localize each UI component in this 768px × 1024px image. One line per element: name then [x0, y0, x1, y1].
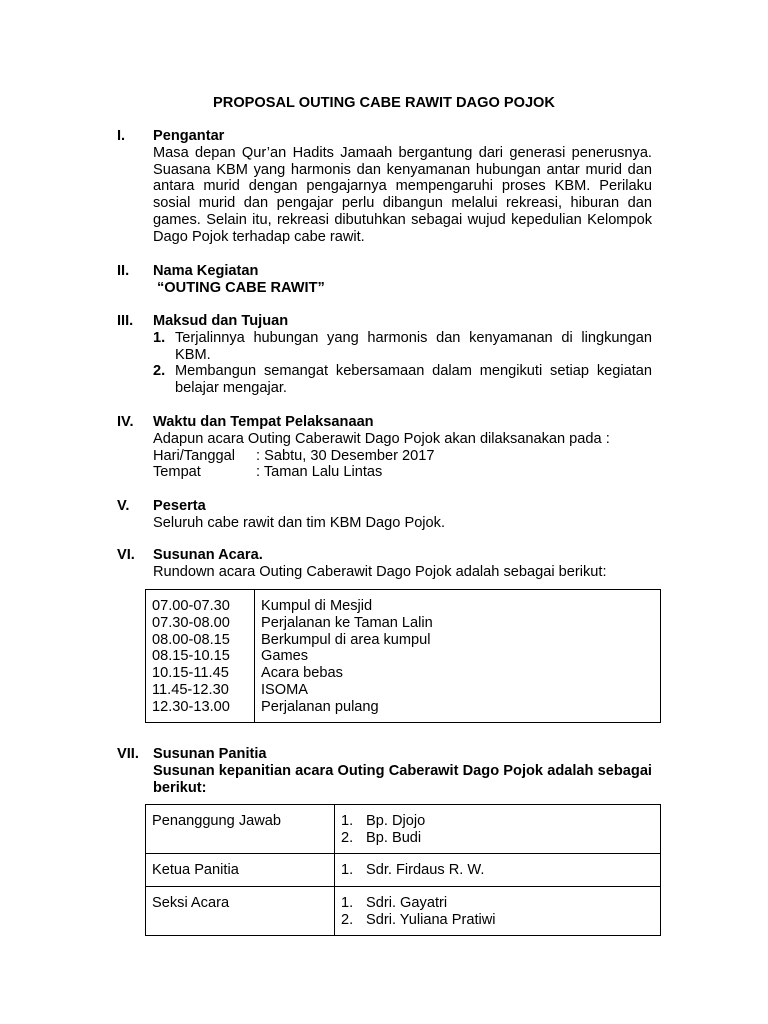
committee-table	[145, 804, 661, 936]
role-cell: Penanggung Jawab	[146, 805, 335, 854]
time-column	[146, 590, 255, 723]
list-item	[153, 330, 652, 364]
members-cell	[335, 805, 661, 854]
schedule-table	[145, 589, 661, 723]
member-name: Bp. Budi	[366, 829, 422, 846]
place-label: Tempat	[153, 464, 201, 481]
list-item	[341, 813, 654, 830]
table-row	[146, 887, 661, 936]
section-number: VI.	[117, 547, 135, 563]
section-heading: Nama Kegiatan	[153, 263, 259, 279]
member-name: Bp. Djojo	[366, 813, 426, 829]
activity-cell: Acara bebas	[261, 665, 343, 682]
list-number: 2.	[341, 911, 354, 928]
activity-cell: Perjalanan pulang	[261, 698, 379, 715]
member-list	[341, 813, 654, 847]
time-cell: 08.15-10.15	[152, 648, 230, 665]
place-row	[153, 464, 652, 481]
section-paragraph: Adapun acara Outing Caberawit Dago Pojok akan dilaksanakan pada :	[153, 430, 610, 447]
section-number: V.	[117, 498, 130, 514]
list-item-text: Terjalinnya hubungan yang harmonis dan kenyamanan di lingkungan KBM.	[175, 329, 652, 363]
date-value: : Sabtu, 30 Desember 2017	[256, 447, 435, 464]
activity-cell: Games	[261, 648, 309, 665]
role-cell: Ketua Panitia	[146, 854, 335, 887]
list-number: 2.	[153, 363, 166, 380]
list-number: 2.	[341, 829, 354, 846]
list-number: 1.	[341, 813, 354, 829]
member-list	[341, 862, 654, 879]
section-heading: Waktu dan Tempat Pelaksanaan	[153, 414, 374, 430]
section-heading: Susunan Panitia	[153, 746, 267, 762]
section-number: I.	[117, 128, 126, 144]
section-paragraph: Susunan kepanitian acara Outing Caberawit Dago Pojok adalah sebagai berikut:	[153, 762, 652, 796]
time-cell: 11.45-12.30	[152, 681, 229, 698]
section-heading: Peserta	[153, 498, 206, 514]
activity-cell: Perjalanan ke Taman Lalin	[261, 614, 433, 631]
section-paragraph: Seluruh cabe rawit dan tim KBM Dago Pojok.	[153, 514, 446, 531]
activity-name: “OUTING CABE RAWIT”	[157, 279, 325, 296]
section-heading: Maksud dan Tujuan	[153, 313, 289, 329]
table-row	[146, 854, 661, 887]
list-item	[341, 895, 654, 912]
activity-cell: ISOMA	[261, 681, 309, 698]
list-number: 1.	[153, 329, 166, 346]
place-value: : Taman Lalu Lintas	[256, 464, 383, 481]
list-item	[153, 363, 652, 397]
section-number: II.	[117, 263, 130, 279]
time-cell: 07.00-07.30	[152, 598, 230, 614]
members-cell	[335, 854, 661, 887]
time-cell: 07.30-08.00	[152, 614, 230, 631]
table-row	[146, 590, 661, 723]
activity-cell: Kumpul di Mesjid	[261, 598, 373, 614]
time-cell: 12.30-13.00	[152, 698, 230, 715]
document-title: PROPOSAL OUTING CABE RAWIT DAGO POJOK	[213, 95, 555, 111]
member-name: Sdri. Gayatri	[366, 895, 448, 911]
section-number: III.	[117, 313, 134, 329]
section-paragraph: Masa depan Qur’an Hadits Jamaah bergantung dari generasi penerusnya. Suasana KBM yang harmonis dan kenyamanan hubungan antar murid dan antara murid dengan pengajarnya mempengaruhi proses KBM. Perilaku sosial murid dan pengajar perlu dibangun melalui rekreasi, hiburan dan games. Selain itu, rekreasi dibutuhkan sebagai wujud kepedulian Kelompok Dago Pojok terhadap cabe rawit.	[153, 144, 652, 245]
time-cell: 10.15-11.45	[152, 665, 229, 682]
list-number: 1.	[341, 895, 354, 911]
section-heading: Susunan Acara.	[153, 547, 263, 563]
section-number: IV.	[117, 414, 134, 430]
list-item	[341, 862, 654, 879]
member-list	[341, 895, 654, 929]
list-item	[341, 912, 654, 929]
role-cell: Seksi Acara	[146, 887, 335, 936]
activity-column	[255, 590, 661, 723]
member-name: Sdr. Firdaus R. W.	[366, 862, 485, 878]
activity-cell: Berkumpul di area kumpul	[261, 631, 431, 648]
member-name: Sdri. Yuliana Pratiwi	[366, 911, 496, 928]
list-item	[341, 830, 654, 847]
section-number: VII.	[117, 746, 139, 762]
date-label: Hari/Tanggal	[153, 447, 235, 464]
members-cell	[335, 887, 661, 936]
objective-list	[153, 330, 652, 397]
section-paragraph: Rundown acara Outing Caberawit Dago Pojok adalah sebagai berikut:	[153, 563, 607, 580]
section-heading: Pengantar	[153, 128, 225, 144]
list-number: 1.	[341, 862, 354, 878]
date-row	[153, 448, 652, 465]
time-cell: 08.00-08.15	[152, 631, 230, 648]
list-item-text: Membangun semangat kebersamaan dalam mengikuti setiap kegiatan belajar mengajar.	[175, 363, 652, 397]
table-row	[146, 805, 661, 854]
